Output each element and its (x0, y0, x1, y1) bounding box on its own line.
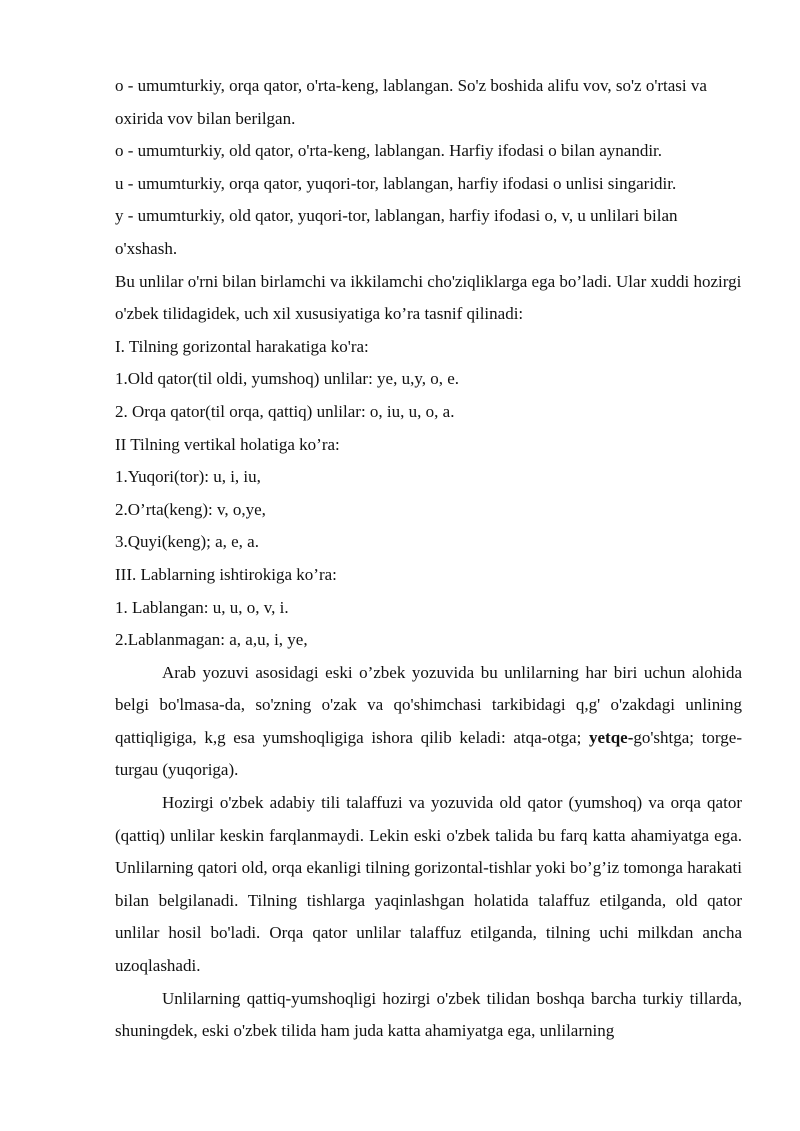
vowel-o-back-description: o - umumturkiy, orqa qator, o'rta-keng, lablangan. So'z boshida alifu vov, so'z o'rtasi va oxirida vov bilan berilgan. (115, 76, 707, 128)
high-vowels-list-item: 1.Yuqori(tor): u, i, iu, (115, 467, 261, 487)
arabic-script-paragraph (115, 657, 742, 787)
arabic-script-text: Arab yozuvi asosidagi eski o’zbek yozuvida bu unlilarning har biri uchun alohida belgi bo'lmasa-da, so'zning o'zak va qo'shimchasi tarkibidagi q,g' o'zakdagi unlining qattiqligiga, k,g esa yumshoqligiga ishora qilib keladi: atqa-otga; (115, 662, 742, 747)
arabic-script-text-end: go'shtga; torge-turgau (yuqoriga). (115, 727, 742, 780)
rounded-vowels-list-item: 1. Lablangan: u, u, o, v, i. (115, 597, 289, 617)
section-horizontal-heading: I. Tilning gorizontal harakatiga ko'ra: (115, 336, 369, 356)
front-back-vowels-paragraph: Hozirgi o'zbek adabiy tili talaffuzi va yozuvida old qator (yumshoq) va orqa qator (qattiq) unlilar keskin farqlanmaydi. Lekin eski o'zbek talida bu farq katta ahamiyatga ega. Unlilarning qatori old, orqa ekanligi tilning gorizontal-tishlar yoki bo’g’iz tomonga harakati bilan belgilanadi. Tilning tishlarga yaqinlashgan holatida talaffuz etilganda, old qator unlilar hosil bo'ladi. Orqa qator unlilar talaffuz etilganda, tilning uchi milkdan ancha uzoqlashadi. (115, 793, 742, 976)
section-labial-heading: III. Lablarning ishtirokiga ko’ra: (115, 564, 337, 584)
back-vowels-list-item: 2. Orqa qator(til orqa, qattiq) unlilar: o, iu, u, o, a. (115, 401, 455, 421)
unrounded-vowels-list-item: 2.Lablanmagan: a, a,u, i, ye, (115, 630, 308, 650)
classification-intro: Bu unlilar o'rni bilan birlamchi va ikkilamchi cho'ziqliklarga ega bo’ladi. Ular xuddi hozirgi o'zbek tilidagidek, uch xil xususiyatiga ko’ra tasnif qilinadi: (115, 271, 742, 324)
front-vowels-list-item: 1.Old qator(til oldi, yumshoq) unlilar: ye, u,y, o, e. (115, 369, 460, 389)
vowel-o-front-description: o - umumturkiy, old qator, o'rta-keng, lablangan. Harfiy ifodasi o bilan aynandir. (115, 141, 663, 161)
section-vertical-heading: II Tilning vertikal holatiga ko’ra: (115, 434, 340, 454)
document-page (115, 70, 742, 1048)
vowel-u-back-description: u - umumturkiy, orqa qator, yuqori-tor, lablangan, harfiy ifodasi o unlisi singaridir. (115, 173, 677, 193)
bold-example-word: yetqe- (588, 727, 634, 747)
hardness-softness-paragraph: Unlilarning qattiq-yumshoqligi hozirgi o'zbek tilidan boshqa barcha turkiy tillarda, shuningdek, eski o'zbek tilida ham juda katta ahamiyatga ega, unlilarning (115, 988, 742, 1041)
low-vowels-list-item: 3.Quyi(keng); a, e, a. (115, 532, 259, 552)
mid-vowels-list-item: 2.O’rta(keng): v, o,ye, (115, 499, 266, 519)
vowel-y-front-description: y - umumturkiy, old qator, yuqori-tor, lablangan, harfiy ifodasi o, v, u unlilari bilan o'xshash. (115, 206, 678, 258)
